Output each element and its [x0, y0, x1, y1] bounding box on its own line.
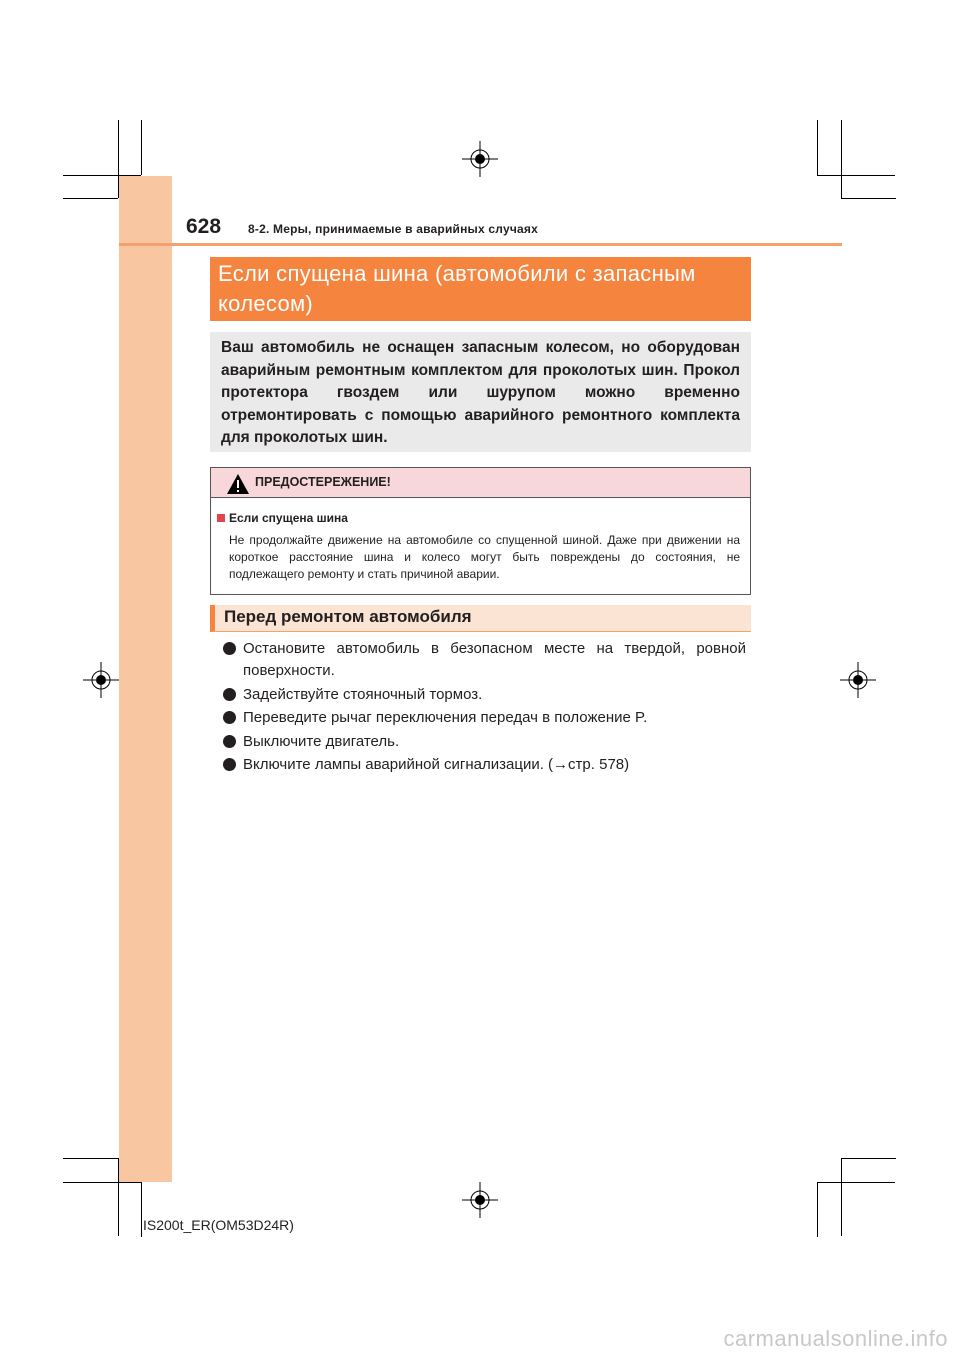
list-item: Включите лампы аварийной сигнализации. (→стр. 578) [222, 754, 746, 776]
bullet-icon [223, 735, 236, 748]
warning-subtitle: Если спущена шина [217, 511, 348, 525]
header-rule [119, 243, 842, 246]
watermark: carmanualsonline.info [723, 1326, 948, 1351]
intro-box [210, 332, 751, 452]
registration-mark-icon [840, 662, 876, 698]
list-item: Остановите автомобиль в безопасном месте на твердой, ровной поверхности. [222, 638, 746, 682]
page-title: Если спущена шина (автомобили с запасным колесом) [218, 261, 696, 316]
page-number: 628 [186, 215, 222, 238]
warning-triangle-icon [226, 473, 250, 495]
subsection-title: Перед ремонтом автомобиля [224, 607, 472, 626]
bullet-icon [223, 688, 236, 701]
warning-box [210, 467, 751, 595]
list-item: Задействуйте стояночный тормоз. [222, 684, 746, 706]
registration-mark-icon [462, 141, 498, 177]
section-title-box [210, 257, 751, 321]
warning-header [211, 468, 750, 498]
footer-code: IS200t_ER(OM53D24R) [143, 1217, 294, 1233]
warning-text: Не продолжайте движение на автомобиле со спущенной шиной. Даже при движении на короткое расстояние шина и колесо могут быть повреждены до состояния, не подлежащего ремонту и стать причиной аварии. [229, 533, 740, 581]
side-tab [119, 176, 172, 1182]
list-item: Выключите двигатель. [222, 731, 746, 753]
bullet-list [222, 638, 746, 778]
subsection-header [210, 605, 751, 632]
chapter-title: 8-2. Меры, принимаемые в аварийных случаях [248, 222, 538, 236]
intro-text: Ваш автомобиль не оснащен запасным колесом, но оборудован аварийным ремонтным комплектом для проколотых шин. Прокол протектора гвоздем или шурупом можно временно отремонтировать с помощью аварийного ремонтного комплекта для проколотых шин. [221, 339, 740, 446]
registration-mark-icon [462, 1182, 498, 1218]
bullet-icon [223, 642, 236, 655]
square-bullet-icon [217, 514, 225, 522]
list-item: Переведите рычаг переключения передач в положение P. [222, 707, 746, 729]
bullet-icon [223, 711, 236, 724]
warning-title: ПРЕДОСТЕРЕЖЕНИЕ! [255, 475, 391, 489]
bullet-icon [223, 758, 236, 771]
registration-mark-icon [83, 662, 119, 698]
